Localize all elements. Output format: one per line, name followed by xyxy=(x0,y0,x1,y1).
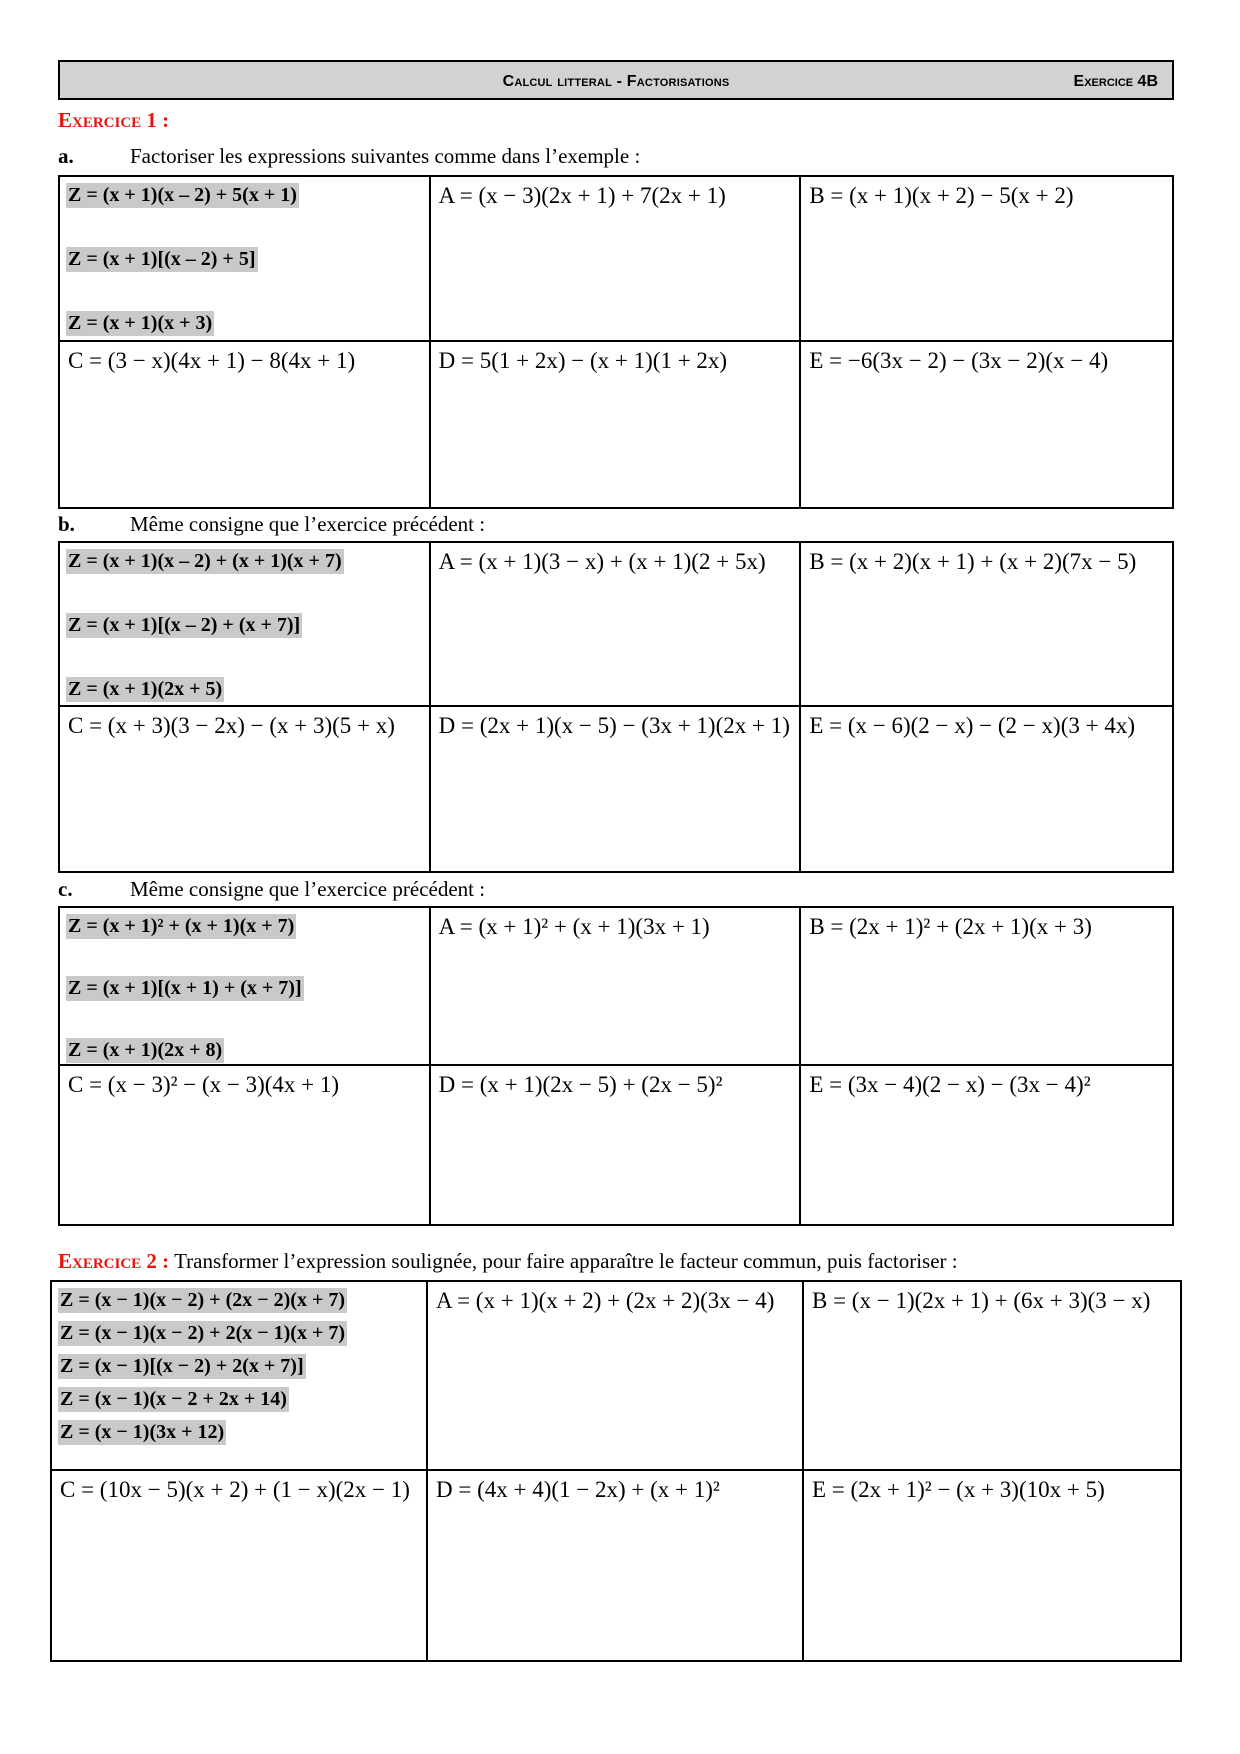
example-line: Z = (x + 1)[(x – 2) + 5] xyxy=(68,248,256,270)
part-c-instruction: Même consigne que l’exercice précédent : xyxy=(130,877,486,901)
expression-d: D = (x + 1)(2x − 5) + (2x − 5)² xyxy=(438,1072,723,1097)
answer-cell-b[interactable] xyxy=(801,543,1172,707)
expression-a: A = (x + 1)² + (x + 1)(3x + 1) xyxy=(438,914,710,939)
expression-b: B = (x + 2)(x + 1) + (x + 2)(7x − 5) xyxy=(809,549,1137,574)
example-line: Z = (x + 1)(x + 3) xyxy=(68,312,213,334)
expression-b: B = (2x + 1)² + (2x + 1)(x + 3) xyxy=(809,914,1092,939)
part-b-letter: b. xyxy=(58,512,75,536)
answer-cell-d[interactable] xyxy=(428,1471,804,1660)
example-cell xyxy=(60,908,431,1066)
expression-c: C = (10x − 5)(x + 2) + (1 − x)(2x − 1) xyxy=(60,1477,410,1502)
example-cell xyxy=(60,543,431,707)
example-line: Z = (x + 1)[(x – 2) + (x + 7)] xyxy=(68,614,301,636)
exercise2-title: Exercice 2 : xyxy=(58,1249,170,1273)
part-c-grid xyxy=(58,906,1174,1226)
part-a-line xyxy=(58,144,640,169)
answer-cell-e[interactable] xyxy=(801,1066,1172,1224)
answer-cell-d[interactable] xyxy=(431,342,802,507)
part-b-instruction: Même consigne que l’exercice précédent : xyxy=(130,512,486,536)
answer-cell-b[interactable] xyxy=(801,177,1172,342)
example-line: Z = (x − 1)[(x − 2) + 2(x + 7)] xyxy=(60,1355,304,1377)
header-code: Exercice 4B xyxy=(1073,73,1158,90)
answer-cell-b[interactable] xyxy=(801,908,1172,1066)
answer-cell-c[interactable] xyxy=(52,1471,428,1660)
example-line: Z = (x − 1)(x − 2) + (2x − 2)(x + 7) xyxy=(60,1289,345,1311)
example-line: Z = (x + 1)(2x + 8) xyxy=(68,1039,223,1061)
expression-c: C = (3 − x)(4x + 1) − 8(4x + 1) xyxy=(68,348,356,373)
expression-e: E = (3x − 4)(2 − x) − (3x − 4)² xyxy=(809,1072,1091,1097)
exercise2-line xyxy=(58,1249,958,1274)
expression-b: B = (x − 1)(2x + 1) + (6x + 3)(3 − x) xyxy=(812,1288,1151,1313)
answer-cell-e[interactable] xyxy=(801,342,1172,507)
exercise1-title: Exercice 1 : xyxy=(58,108,170,132)
expression-d: D = (4x + 4)(1 − 2x) + (x + 1)² xyxy=(436,1477,720,1502)
expression-e: E = (2x + 1)² − (x + 3)(10x + 5) xyxy=(812,1477,1105,1502)
answer-cell-c[interactable] xyxy=(60,707,431,871)
example-line: Z = (x + 1)(x – 2) + 5(x + 1) xyxy=(68,184,297,206)
expression-a: A = (x + 1)(x + 2) + (2x + 2)(3x − 4) xyxy=(436,1288,775,1313)
expression-e: E = (x − 6)(2 − x) − (2 − x)(3 + 4x) xyxy=(809,713,1135,738)
answer-cell-b[interactable] xyxy=(804,1282,1180,1471)
answer-cell-e[interactable] xyxy=(801,707,1172,871)
expression-a: A = (x + 1)(3 − x) + (x + 1)(2 + 5x) xyxy=(438,549,766,574)
answer-cell-a[interactable] xyxy=(431,177,802,342)
part-a-instruction: Factoriser les expressions suivantes comme dans l’exemple : xyxy=(130,144,641,168)
example-line: Z = (x + 1)² + (x + 1)(x + 7) xyxy=(68,915,295,937)
expression-b: B = (x + 1)(x + 2) − 5(x + 2) xyxy=(809,183,1074,208)
example-cell xyxy=(60,177,431,342)
answer-cell-d[interactable] xyxy=(431,1066,802,1224)
answer-cell-a[interactable] xyxy=(431,908,802,1066)
example-line: Z = (x + 1)[(x + 1) + (x + 7)] xyxy=(68,977,302,999)
example-line: Z = (x − 1)(3x + 12) xyxy=(60,1421,225,1443)
expression-c: C = (x − 3)² − (x − 3)(4x + 1) xyxy=(68,1072,340,1097)
part-c-line xyxy=(58,877,485,902)
answer-cell-c[interactable] xyxy=(60,342,431,507)
answer-cell-c[interactable] xyxy=(60,1066,431,1224)
example-cell xyxy=(52,1282,428,1471)
expression-e: E = −6(3x − 2) − (3x − 2)(x − 4) xyxy=(809,348,1109,373)
expression-d: D = (2x + 1)(x − 5) − (3x + 1)(2x + 1) xyxy=(438,713,790,738)
example-line: Z = (x + 1)(2x + 5) xyxy=(68,678,223,700)
answer-cell-d[interactable] xyxy=(431,707,802,871)
part-c-letter: c. xyxy=(58,877,73,901)
part-a-grid xyxy=(58,175,1174,509)
header-title: Calcul litteral - Factorisations xyxy=(502,73,730,90)
example-line: Z = (x + 1)(x – 2) + (x + 1)(x + 7) xyxy=(68,550,342,572)
part-a-letter: a. xyxy=(58,144,74,168)
exercise2-grid xyxy=(50,1280,1182,1662)
example-line: Z = (x − 1)(x − 2 + 2x + 14) xyxy=(60,1388,287,1410)
exercise2-instruction: Transformer l’expression soulignée, pour faire apparaître le facteur commun, puis factoriser : xyxy=(174,1249,958,1273)
expression-a: A = (x − 3)(2x + 1) + 7(2x + 1) xyxy=(438,183,726,208)
answer-cell-a[interactable] xyxy=(431,543,802,707)
expression-d: D = 5(1 + 2x) − (x + 1)(1 + 2x) xyxy=(438,348,728,373)
page-header xyxy=(58,60,1174,100)
answer-cell-a[interactable] xyxy=(428,1282,804,1471)
answer-cell-e[interactable] xyxy=(804,1471,1180,1660)
expression-c: C = (x + 3)(3 − 2x) − (x + 3)(5 + x) xyxy=(68,713,395,738)
part-b-line xyxy=(58,512,485,537)
example-line: Z = (x − 1)(x − 2) + 2(x − 1)(x + 7) xyxy=(60,1322,345,1344)
part-b-grid xyxy=(58,541,1174,873)
